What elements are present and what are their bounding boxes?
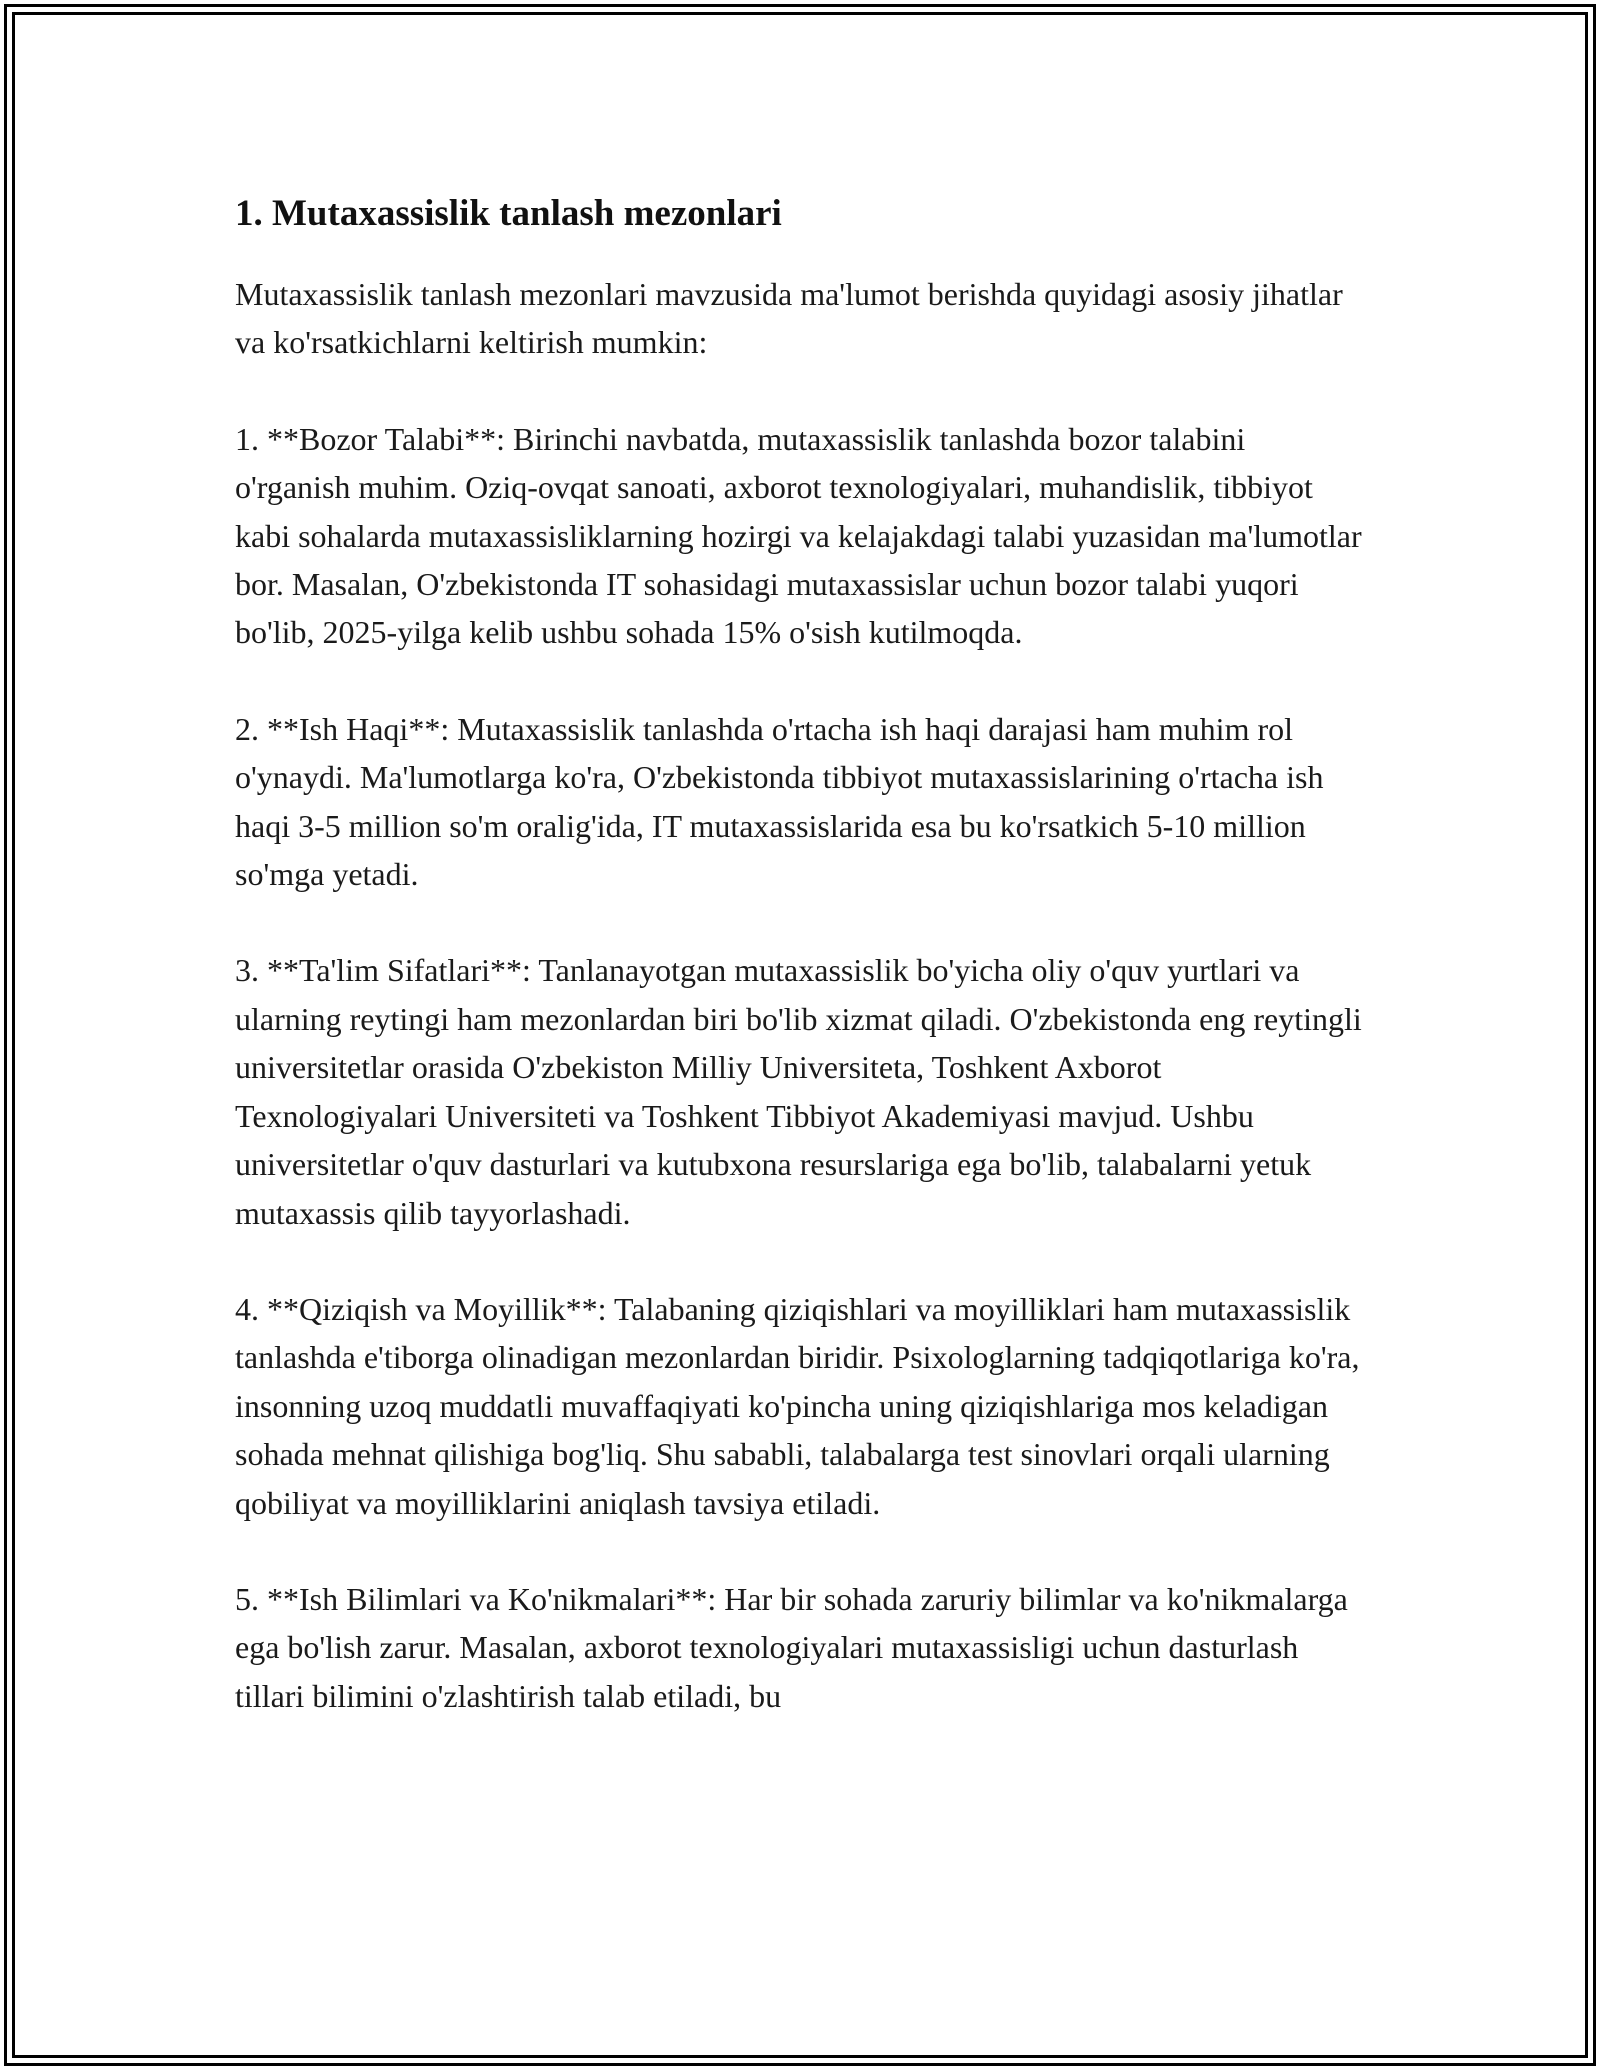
paragraph-talim-sifatlari: 3. **Ta'lim Sifatlari**: Tanlanayotgan mutaxassislik bo'yicha oliy o'quv yurtlari va ularning reytingi ham mezonlardan biri bo'lib xizmat qiladi. O'zbekistonda eng reytingli universitetlar orasida O'zbekiston Milliy Universiteta, Toshkent Axborot Texnologiyalari Universiteti va Toshkent Tibbiyot Akademiyasi mavjud. Ushbu universitetlar o'quv dasturlari va kutubxona resurslariga ega bo'lib, talabalarni yetuk mutaxassis qilib tayyorlashadi. xyxy=(235,952,1362,1231)
paragraph-ish-haqi: 2. **Ish Haqi**: Mutaxassislik tanlashda o'rtacha ish haqi darajasi ham muhim rol o'ynaydi. Ma'lumotlarga ko'ra, O'zbekistonda tibbiyot mutaxassislarining o'rtacha ish haqi 3-5 million so'm oralig'ida, IT mutaxassislarida esa bu ko'rsatkich 5-10 million so'mga yetadi. xyxy=(235,710,1324,893)
section-heading: 1. Mutaxassislik tanlash mezonlari xyxy=(235,193,782,234)
paragraph-ish-bilimlari: 5. **Ish Bilimlari va Ko'nikmalari**: Har bir sohada zaruriy bilimlar va ko'nikmalarga ega bo'lish zarur. Masalan, axborot texnologiyalari mutaxassisligi uchun dasturlash tillari bilimini o'zlashtirish talab etiladi, bu xyxy=(235,1580,1348,1714)
intro-paragraph: Mutaxassislik tanlash mezonlari mavzusida ma'lumot berishda quyidagi asosiy jihatlar va ko'rsatkichlarni keltirish mumkin: xyxy=(235,276,1343,361)
document-body xyxy=(235,188,1365,1768)
paragraph-bozor-talabi: 1. **Bozor Talabi**: Birinchi navbatda, mutaxassislik tanlashda bozor talabini o'rganish muhim. Oziq-ovqat sanoati, axborot texnologiyalari, muhandislik, tibbiyot kabi sohalarda mutaxassisliklarning hozirgi va kelajakdagi talabi yuzasidan ma'lumotlar bor. Masalan, O'zbekistonda IT sohasidagi mutaxassislar uchun bozor talabi yuqori bo'lib, 2025-yilga kelib ushbu sohada 15% o'sish kutilmoqda. xyxy=(235,420,1362,651)
paragraph-qiziqish-moyillik: 4. **Qiziqish va Moyillik**: Talabaning qiziqishlari va moyilliklari ham mutaxassislik tanlashda e'tiborga olinadigan mezonlardan biridir. Psixologlarning tadqiqotlariga ko'ra, insonning uzoq muddatli muvaffaqiyati ko'pincha uning qiziqishlariga mos keladigan sohada mehnat qilishiga bog'liq. Shu sababli, talabalarga test sinovlari orqali ularning qobiliyat va moyilliklarini aniqlash tavsiya etiladi. xyxy=(235,1290,1360,1521)
